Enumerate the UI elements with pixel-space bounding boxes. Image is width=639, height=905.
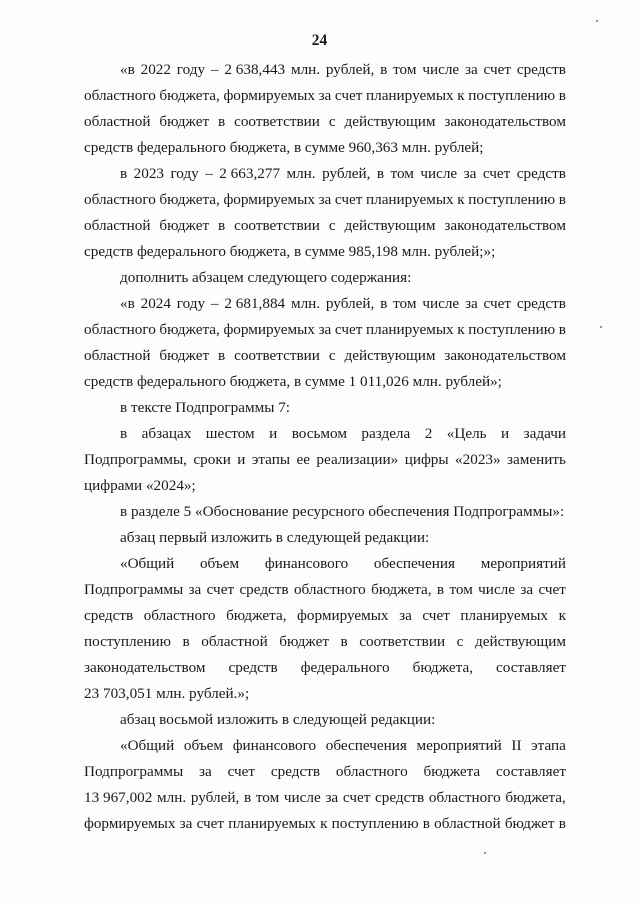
word: за [325, 789, 339, 806]
word: к [320, 815, 328, 832]
word: счет [483, 295, 511, 312]
word: и [501, 425, 510, 442]
text-line [120, 294, 566, 314]
word: законодательством [444, 347, 566, 364]
word: счет [483, 61, 511, 78]
word: в [558, 815, 566, 832]
word: с [456, 633, 464, 650]
word: областного [84, 191, 156, 208]
word: объем [199, 555, 240, 572]
word: областной [84, 347, 151, 364]
word: действующим [344, 113, 436, 130]
word: за [318, 87, 332, 104]
word: заменить [507, 451, 566, 468]
text-line: 23 703,051 млн. рублей.»; [84, 685, 250, 702]
word: цифры [404, 451, 449, 468]
word: областного [143, 607, 216, 624]
text-line: абзац восьмой изложить в следующей редакции: [120, 711, 436, 728]
word: бюджета, [159, 191, 220, 208]
word: мероприятий [480, 555, 566, 572]
word: действующим [344, 217, 436, 234]
word: соответствии [234, 113, 320, 130]
word: поступлению [468, 191, 556, 208]
word: счет [206, 581, 235, 598]
word: средств [228, 659, 278, 676]
word: областной [84, 217, 151, 234]
word: II [511, 737, 522, 754]
word: в [380, 61, 388, 78]
word: в [218, 217, 226, 234]
word: средств [516, 165, 566, 182]
word: млн. [290, 295, 321, 312]
text-line [120, 736, 566, 756]
word: формируемых [223, 191, 315, 208]
word: бюджет [159, 217, 210, 234]
word: бюджет [159, 113, 210, 130]
word: Подпрограммы [84, 581, 184, 598]
word: восьмом [291, 425, 347, 442]
word: бюджет [159, 347, 210, 364]
text-line [84, 216, 566, 236]
word: обеспечения [325, 737, 407, 754]
word: в [340, 633, 348, 650]
text-line [84, 86, 566, 106]
word: том [393, 295, 417, 312]
word: за [464, 295, 478, 312]
text-line [84, 658, 566, 678]
text-line [84, 346, 566, 366]
word: и [237, 451, 246, 468]
word: областного [428, 789, 501, 806]
word: поступлению [468, 87, 556, 104]
text-line: в тексте Подпрограммы 7: [120, 399, 291, 416]
word: областного [335, 763, 408, 780]
word: – [210, 295, 219, 312]
word: рублей, [322, 165, 371, 182]
word: Подпрограммы, [84, 451, 187, 468]
word: реализации» [316, 451, 399, 468]
word: за [520, 581, 534, 598]
word: 2 681,884 [224, 295, 286, 312]
word: средств [270, 763, 321, 780]
word: том [390, 165, 414, 182]
word: средств [239, 581, 289, 598]
text-line: в разделе 5 «Обоснование ресурсного обеспечения Подпрограммы»: [120, 503, 565, 520]
text-line [84, 814, 566, 834]
word: 2 [424, 425, 433, 442]
word: соответствии [359, 633, 446, 650]
word: бюджета, [159, 321, 220, 338]
word: планируемых [228, 815, 316, 832]
word: законодательством [444, 217, 566, 234]
word: формируемых [223, 321, 315, 338]
text-line [84, 190, 566, 210]
word: счет [196, 815, 225, 832]
word: в [218, 113, 226, 130]
word: сроки [193, 451, 231, 468]
word: числе [422, 61, 460, 78]
word: областного [84, 321, 156, 338]
word: году [170, 165, 199, 182]
word: счет [538, 581, 566, 598]
word: этапа [531, 737, 566, 754]
word: к [457, 191, 465, 208]
word: в [182, 633, 190, 650]
word: планируемых [460, 607, 549, 624]
word: к [558, 607, 566, 624]
text-line: абзац первый изложить в следующей редакции: [120, 529, 430, 546]
word: ее [296, 451, 310, 468]
word: 2023 [133, 165, 164, 182]
word: бюджета, [371, 581, 432, 598]
word: задачи [523, 425, 566, 442]
word: за [463, 165, 477, 182]
word: в [380, 295, 388, 312]
word: счет [482, 165, 511, 182]
word: за [318, 321, 332, 338]
word: с [328, 113, 336, 130]
text-line [84, 632, 566, 652]
word: областного [293, 581, 366, 598]
word: рублей, [325, 295, 375, 312]
word: финансового [264, 555, 349, 572]
text-line [84, 788, 566, 808]
word: 2 663,277 [219, 165, 281, 182]
word: средств [516, 61, 566, 78]
word: финансового [232, 737, 317, 754]
word: «Общий [120, 555, 175, 572]
word: за [399, 607, 412, 624]
text-line [120, 554, 566, 574]
word: действующим [344, 347, 436, 364]
text-line: средств федерального бюджета, в сумме 1 011,026 млн. рублей»; [84, 373, 502, 390]
word: областной [84, 113, 151, 130]
word: счет [334, 191, 363, 208]
word: формируемых [223, 87, 315, 104]
word: раздела [361, 425, 411, 442]
word: средств [516, 295, 566, 312]
word: – [210, 61, 219, 78]
word: числе [420, 165, 458, 182]
word: «2023» [455, 451, 501, 468]
word: планируемых [365, 87, 454, 104]
word: в [558, 191, 566, 208]
word: формируемых [297, 607, 389, 624]
word: бюджет [504, 815, 555, 832]
word: бюджета, [159, 87, 220, 104]
word: составляет [496, 763, 566, 780]
text-line: средств федерального бюджета, в сумме 985,198 млн. рублей;»; [84, 243, 496, 260]
word: поступлению [84, 633, 171, 650]
scan-speck [600, 326, 602, 328]
word: – [205, 165, 213, 182]
text-line [84, 606, 566, 626]
text-line [84, 112, 566, 132]
word: средств [84, 607, 134, 624]
word: в [558, 321, 566, 338]
word: средств [375, 789, 425, 806]
word: действующим [474, 633, 566, 650]
word: 2 638,443 [224, 61, 286, 78]
word: бюджета, [505, 789, 566, 806]
word: «в [120, 295, 135, 312]
text-line [120, 424, 566, 444]
word: соответствии [234, 217, 320, 234]
word: за [188, 581, 202, 598]
word: «Цель [446, 425, 487, 442]
word: обеспечения [373, 555, 456, 572]
word: за [464, 61, 478, 78]
word: в [120, 165, 128, 182]
word: счет [334, 321, 363, 338]
scan-speck [596, 20, 598, 22]
word: за [199, 763, 212, 780]
word: поступлению [468, 321, 556, 338]
word: в [243, 789, 252, 806]
text-line [84, 450, 566, 470]
word: счет [342, 789, 371, 806]
word: планируемых [365, 321, 454, 338]
word: млн. [286, 165, 316, 182]
word: млн. [157, 789, 187, 806]
word: к [457, 321, 465, 338]
word: этапы [251, 451, 291, 468]
word: том [255, 789, 280, 806]
word: мероприятий [416, 737, 502, 754]
word: за [179, 815, 193, 832]
word: 13 967,002 [84, 789, 153, 806]
word: в [422, 815, 430, 832]
word: в [120, 425, 128, 442]
word: в [558, 87, 566, 104]
text-line: средств федерального бюджета, в сумме 960,363 млн. рублей; [84, 139, 484, 156]
word: с [328, 217, 336, 234]
word: планируемых [365, 191, 454, 208]
text-line [120, 60, 566, 80]
page-number: 24 [311, 32, 328, 49]
word: числе [283, 789, 321, 806]
word: с [328, 347, 336, 364]
word: в [376, 165, 385, 182]
word: млн. [290, 61, 321, 78]
word: областной [434, 815, 501, 832]
scan-speck [484, 852, 486, 854]
word: шестом [205, 425, 255, 442]
word: 2024 [140, 295, 171, 312]
word: рублей, [325, 61, 375, 78]
word: счет [227, 763, 256, 780]
word: числе [478, 581, 515, 598]
word: за [318, 191, 332, 208]
text-line [84, 320, 566, 340]
word: «в [120, 61, 135, 78]
word: объем [183, 737, 224, 754]
word: областной [201, 633, 268, 650]
word: числе [422, 295, 460, 312]
word: Подпрограммы [84, 763, 184, 780]
word: счет [422, 607, 450, 624]
word: соответствии [234, 347, 320, 364]
word: федерального [300, 659, 390, 676]
word: том [449, 581, 473, 598]
word: в [218, 347, 226, 364]
text-line [84, 762, 566, 782]
word: том [393, 61, 417, 78]
word: бюджета, [412, 659, 474, 676]
text-line [120, 164, 566, 184]
word: к [457, 87, 465, 104]
word: 2022 [140, 61, 171, 78]
word: рублей, [190, 789, 240, 806]
word: бюджета [423, 763, 481, 780]
word: году [176, 61, 206, 78]
word: «Общий [120, 737, 175, 754]
word: областного [84, 87, 156, 104]
word: году [176, 295, 206, 312]
text-line: дополнить абзацем следующего содержания: [120, 269, 412, 286]
text-line: цифрами «2024»; [84, 477, 196, 494]
word: бюджета, [226, 607, 287, 624]
word: счет [334, 87, 363, 104]
word: в [436, 581, 445, 598]
word: поступлению [331, 815, 419, 832]
word: законодательством [84, 659, 206, 676]
word: бюджет [279, 633, 329, 650]
word: законодательством [444, 113, 566, 130]
word: составляет [496, 659, 566, 676]
word: формируемых [84, 815, 176, 832]
text-line [84, 580, 566, 600]
word: абзацах [141, 425, 192, 442]
word: и [269, 425, 278, 442]
